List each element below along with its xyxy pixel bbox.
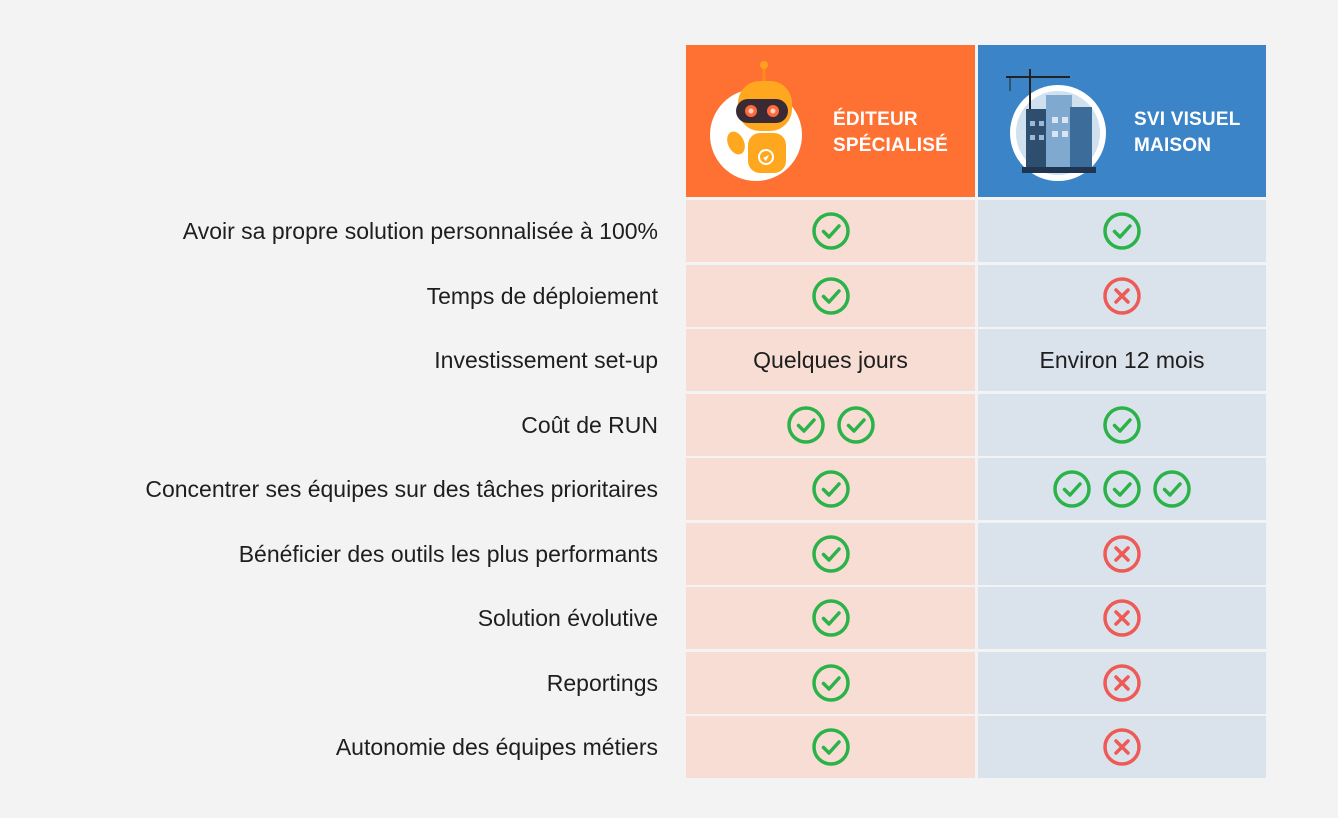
robot-mascot-icon <box>710 59 810 187</box>
row-label: Investissement set-up <box>434 347 658 373</box>
cross-circle-icon <box>1102 534 1142 574</box>
table-row <box>0 587 1338 649</box>
check-circle-icon <box>811 534 851 574</box>
table-row <box>0 523 1338 585</box>
cell-editeur <box>686 716 975 778</box>
cell-svi-maison <box>978 458 1266 520</box>
table-row <box>0 200 1338 262</box>
row-label: Solution évolutive <box>477 605 658 631</box>
cross-circle-icon <box>1102 663 1142 703</box>
check-circle-icon <box>1102 469 1142 509</box>
cell-svi-maison <box>978 652 1266 714</box>
check-circle-icon <box>786 405 826 445</box>
check-circle-icon <box>811 727 851 767</box>
table-row <box>0 716 1338 778</box>
cell-editeur <box>686 587 975 649</box>
building-crane-icon <box>996 51 1112 185</box>
cell-svi-maison <box>978 716 1266 778</box>
cell-text: Quelques jours <box>753 346 908 373</box>
check-circle-icon <box>1102 211 1142 251</box>
cell-editeur <box>686 652 975 714</box>
check-circle-icon <box>811 469 851 509</box>
column-header-editeur <box>686 45 975 197</box>
row-label: Bénéficier des outils les plus performants <box>238 540 658 567</box>
cell-editeur <box>686 458 975 520</box>
check-circle-icon <box>811 663 851 703</box>
cell-editeur <box>686 200 975 262</box>
check-circle-icon <box>811 211 851 251</box>
check-circle-icon <box>1052 469 1092 509</box>
table-row <box>0 652 1338 714</box>
check-circle-icon <box>1102 405 1142 445</box>
check-circle-icon <box>836 405 876 445</box>
cell-svi-maison <box>978 265 1266 327</box>
cross-circle-icon <box>1102 727 1142 767</box>
column-header-svi-maison <box>978 45 1266 197</box>
cell-editeur <box>686 523 975 585</box>
row-label: Coût de RUN <box>521 411 658 438</box>
cell-svi-maison <box>978 200 1266 262</box>
cell-editeur <box>686 265 975 327</box>
cell-svi-maison <box>978 329 1266 391</box>
check-circle-icon <box>811 276 851 316</box>
column-title-svi-maison: SVI VISUEL MAISON <box>1134 109 1241 156</box>
table-row <box>0 458 1338 520</box>
check-circle-icon <box>811 598 851 638</box>
cross-circle-icon <box>1102 598 1142 638</box>
table-row <box>0 329 1338 391</box>
cell-svi-maison <box>978 394 1266 456</box>
cell-editeur <box>686 394 975 456</box>
cross-circle-icon <box>1102 276 1142 316</box>
check-circle-icon <box>1152 469 1192 509</box>
cell-text: Environ 12 mois <box>1039 346 1205 373</box>
row-label: Reportings <box>546 669 658 696</box>
cell-editeur <box>686 329 975 391</box>
cell-svi-maison <box>978 587 1266 649</box>
cell-svi-maison <box>978 523 1266 585</box>
row-label: Avoir sa propre solution personnalisée à 100% <box>182 218 658 244</box>
table-row <box>0 265 1338 327</box>
row-label: Temps de déploiement <box>426 282 658 309</box>
column-title-editeur: ÉDITEUR SPÉCIALISÉ <box>833 109 948 156</box>
row-label: Concentrer ses équipes sur des tâches prioritaires <box>145 476 658 502</box>
table-row <box>0 394 1338 456</box>
row-label: Autonomie des équipes métiers <box>335 734 658 760</box>
